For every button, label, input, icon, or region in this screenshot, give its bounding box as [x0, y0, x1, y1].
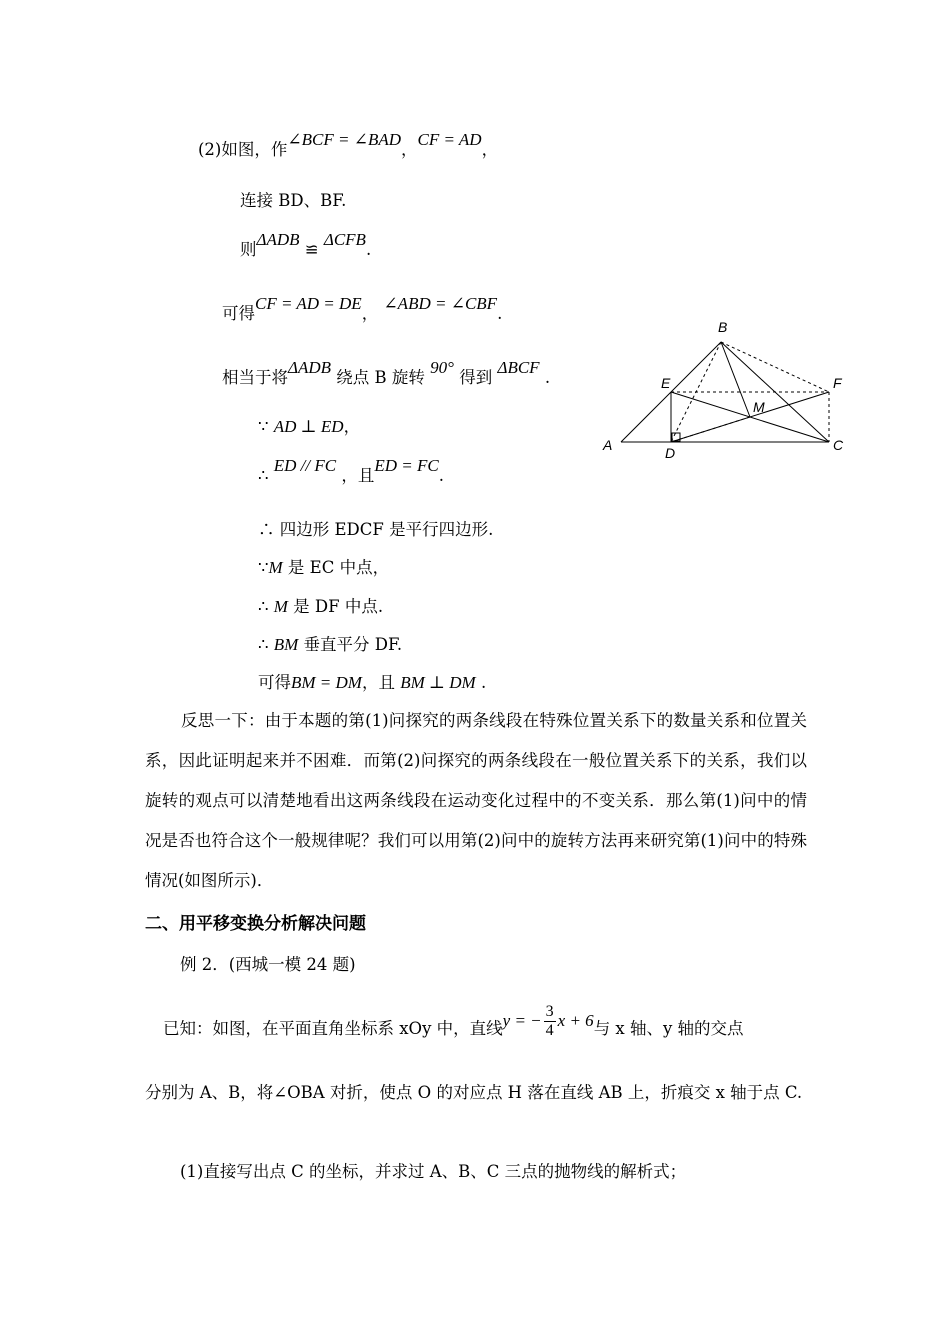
mid-ec-text: 是 EC 中点，	[287, 558, 390, 577]
comma: ，	[401, 140, 418, 159]
fraction-numerator: 3	[545, 1003, 554, 1020]
perp-bisector-text: 垂直平分 DF.	[303, 635, 403, 654]
because-symbol: ∵	[258, 558, 269, 577]
period: .	[438, 466, 444, 485]
label-e: E	[661, 375, 671, 391]
therefore-symbol: ∴	[258, 635, 269, 654]
eq-ad-perp-ed: AD ⊥ ED	[273, 417, 344, 436]
because-m-mid-ec	[258, 556, 389, 580]
label-d: D	[665, 445, 676, 461]
triangle-cfb: ΔCFB	[323, 230, 366, 249]
step2-intro: (2)如图，作	[198, 140, 288, 159]
section-heading: 二、用平移变换分析解决问题	[145, 914, 366, 934]
eq-bm-perp-dm: BM ⊥ DM	[400, 673, 476, 692]
eq-bcf-bad: ∠BCF = ∠BAD	[287, 130, 401, 149]
then-label: 则	[240, 240, 257, 259]
and-label: ，且	[341, 466, 375, 485]
label-a: A	[603, 437, 613, 453]
period: .	[544, 368, 551, 387]
conclusion-line	[258, 671, 486, 695]
triangle-bcf: ΔBCF	[497, 358, 540, 377]
eq-cf-ad-de: CF = AD = DE	[255, 294, 362, 313]
step2-rotation	[222, 358, 551, 390]
triangle-adb-2: ΔADB	[288, 358, 332, 377]
therefore-parallelogram	[258, 518, 493, 542]
and-label: ，且	[361, 673, 395, 692]
eq-ed-fc: ED = FC	[374, 456, 439, 475]
label-m: M	[753, 399, 765, 415]
eq-ed-parallel-fc: ED // FC	[273, 456, 337, 475]
given-line	[163, 1003, 744, 1052]
congruent-symbol: ≌	[304, 240, 319, 259]
line-equation-rest: x + 6	[557, 1011, 594, 1030]
period: .	[480, 673, 487, 692]
rotate-label: 绕点 B 旋转	[336, 368, 425, 387]
comma: ，	[361, 304, 379, 323]
step2-line1	[198, 130, 499, 162]
given-text: 已知：如图，在平面直角坐标系 xOy 中，直线	[163, 1019, 503, 1038]
fraction-denominator: 4	[545, 1022, 554, 1039]
degree-90: 90°	[430, 358, 454, 377]
because-ad-perp-ed	[258, 415, 360, 439]
triangle-adb: ΔADB	[256, 230, 300, 249]
eq-cf-ad: CF = AD	[417, 130, 482, 149]
equiv-label: 相当于将	[222, 368, 288, 387]
point-m: M	[273, 597, 288, 616]
period: .	[365, 240, 372, 259]
label-b: B	[718, 319, 728, 335]
fraction-three-quarters	[544, 1003, 556, 1040]
given-text-2: 与 x 轴、y 轴的交点	[593, 1019, 744, 1038]
segment-bm: BM	[273, 635, 299, 654]
eq-abd-cbf: ∠ABD = ∠CBF	[383, 294, 498, 313]
therefore-symbol: ∴	[258, 597, 269, 616]
mid-df-text: 是 DF 中点.	[293, 597, 384, 616]
therefore-symbol: ∴	[258, 466, 269, 485]
therefore-symbol: ∴	[258, 520, 275, 539]
question-1: (1)直接写出点 C 的坐标，并求过 A、B、C 三点的抛物线的解析式；	[180, 1162, 687, 1181]
comma: ，	[343, 417, 361, 436]
reflection-paragraph: 反思一下：由于本题的第(1)问探究的两条线段在特殊位置关系下的数量关系和位置关系，因此证明起来并不困难．而第(2)问探究的两条线段在一般位置关系下的关系，我们以旋转的观点可以清楚地看出这两条线段在运动变化过程中的不变关系．那么第(1)问中的情况是否也符合这个一般规律呢？我们可以用第(2)问中的旋转方法再来研究第(1)问中的特殊情况(如图所示)．	[145, 711, 807, 890]
period: .	[497, 304, 503, 323]
because-symbol: ∵	[258, 417, 269, 436]
geometry-figure	[595, 312, 855, 462]
segment-bm	[721, 342, 750, 417]
parallelogram-text: 四边形 EDCF 是平行四边形.	[279, 520, 494, 539]
step2-equalities	[222, 294, 503, 326]
line-equation-y: y = −	[502, 1011, 542, 1030]
example-title: 例 2．(西城一模 24 题)	[180, 955, 356, 974]
comma: ，	[481, 140, 499, 159]
label-f: F	[833, 375, 842, 391]
to-label: 得到	[459, 368, 493, 387]
obtain-label: 可得	[222, 304, 255, 323]
obtain-label: 可得	[258, 673, 291, 692]
step2-connect: 连接 BD、BF.	[240, 191, 347, 210]
therefore-m-mid-df	[258, 595, 383, 619]
given-continued: 分别为 A、B，将∠OBA 对折，使点 O 的对应点 H 落在直线 AB 上，折痕交 x 轴于点 C.	[145, 1083, 803, 1102]
therefore-ed-parallel-fc	[258, 456, 444, 488]
step2-congruence	[240, 230, 372, 262]
label-c: C	[833, 437, 844, 453]
eq-bm-dm: BM = DM	[291, 673, 362, 692]
therefore-bm-perp-bisector	[258, 633, 402, 657]
point-m: M	[268, 558, 283, 577]
